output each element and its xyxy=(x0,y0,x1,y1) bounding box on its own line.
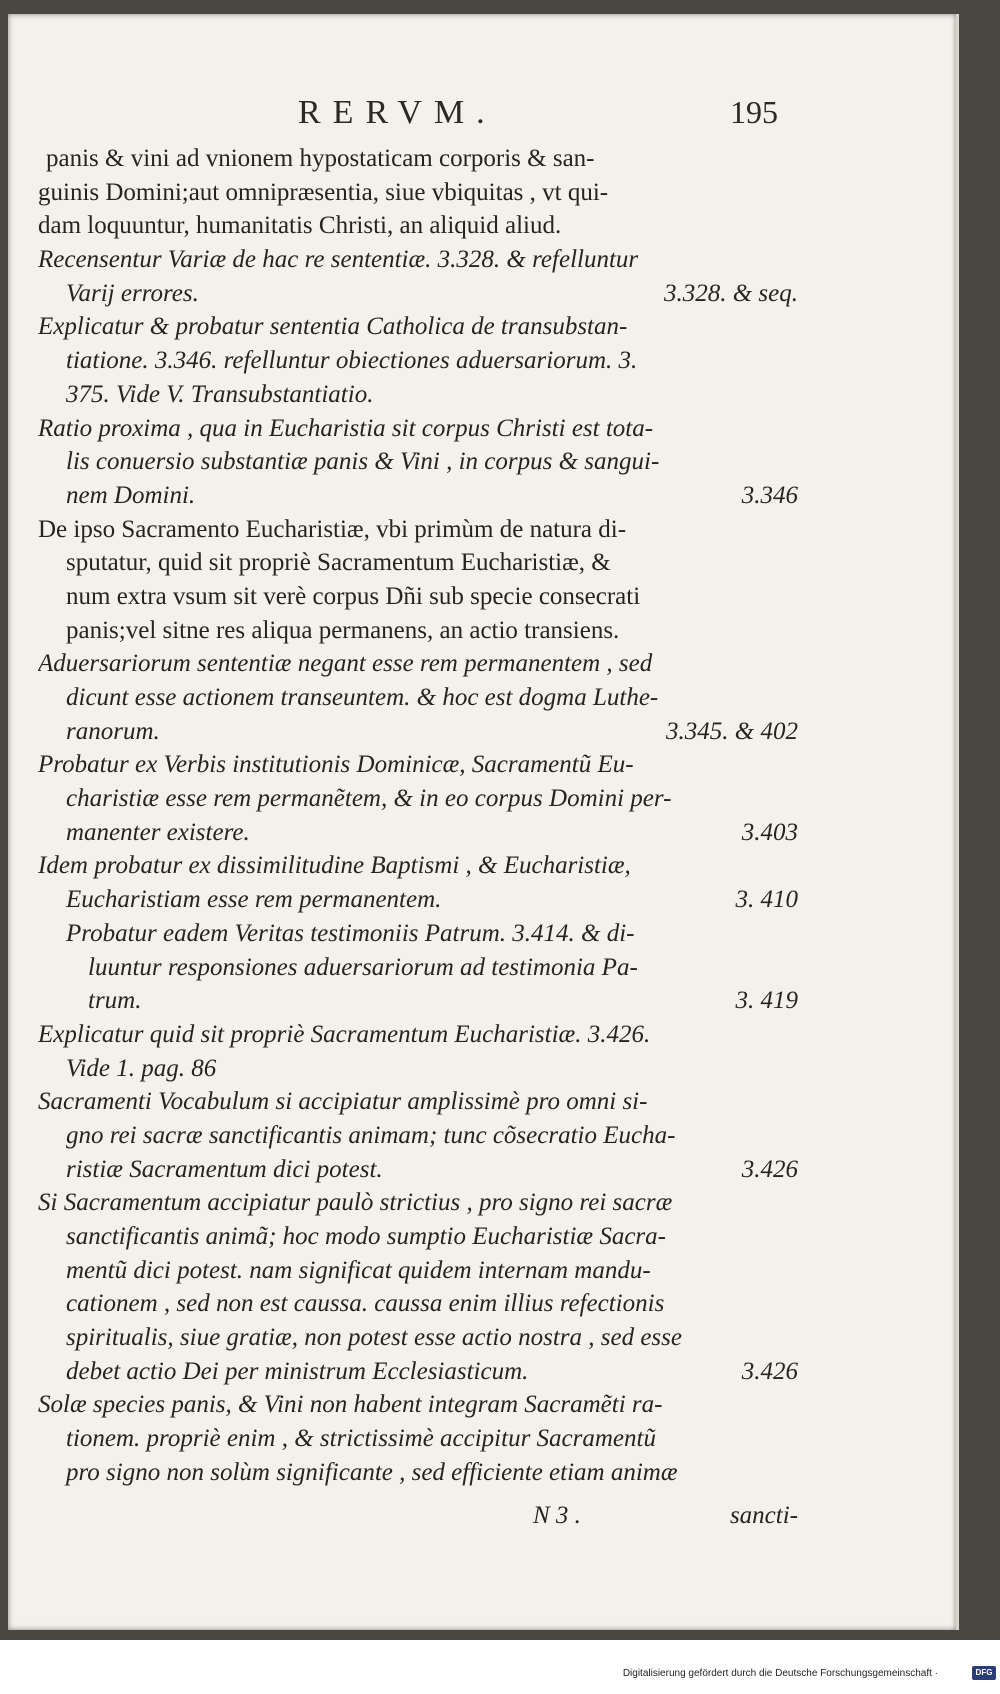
index-text-block xyxy=(38,142,798,1490)
page-reference: 3. 410 xyxy=(735,886,798,914)
index-entry-line: ristiæ Sacramentum dici potest. 3.426 xyxy=(38,1153,798,1187)
index-entry-line: mentũ dici potest. nam significat quidem internam mandu- xyxy=(66,1256,651,1284)
index-entry-line: 375. Vide V. Transubstantiatio. xyxy=(66,380,374,408)
index-entry-line: Aduersariorum sententiæ negant esse rem permanentem , sed xyxy=(38,650,653,678)
section-heading-line: num extra vsum sit verè corpus Dñi sub specie consecrati xyxy=(66,582,641,610)
index-entry-line: trum. 3. 419 xyxy=(38,984,798,1018)
index-entry-line: nem Domini. 3.346 xyxy=(38,479,798,513)
index-entry-line: tionem. propriè enim , & strictissimè accipitur Sacramentũ xyxy=(66,1425,656,1453)
index-entry-line: dicunt esse actionem transeuntem. & hoc est dogma Luthe- xyxy=(66,684,659,711)
index-entry-line: Recensentur Variæ de hac re sententiæ. 3.328. & refelluntur xyxy=(38,246,639,274)
text-line: panis & vini ad vnionem hypostaticam corporis & san- xyxy=(46,145,595,172)
index-entry-line: cationem , sed non est caussa. caussa enim illius refectionis xyxy=(66,1290,665,1318)
index-entry-line: Eucharistiam esse rem permanentem. 3. 410 xyxy=(38,883,798,917)
index-entry-line: Vide 1. pag. 86 xyxy=(66,1054,217,1082)
index-entry-line: spiritualis, siue gratiæ, non potest esse actio nostra , sed esse xyxy=(66,1324,682,1352)
index-entry-line: Solæ species panis, & Vini non habent integram Sacramẽti ra- xyxy=(38,1391,663,1419)
signature-mark: N 3 . xyxy=(533,1502,581,1529)
index-entry-line: Idem probatur ex dissimilitudine Baptismi , & Eucharistiæ, xyxy=(38,852,631,880)
page-reference: 3. 419 xyxy=(735,987,798,1015)
index-entry-line: manenter existere. 3.403 xyxy=(38,816,798,850)
page-footer xyxy=(38,1502,798,1536)
page-header xyxy=(8,94,956,146)
dfg-logo xyxy=(972,1666,996,1680)
page-reference: 3.426 xyxy=(741,1155,798,1183)
index-entry-line: Ratio proxima , qua in Eucharistia sit corpus Christi est tota- xyxy=(38,414,654,442)
section-heading-line: sputatur, quid sit propriè Sacramentum Eucharistiæ, & xyxy=(66,549,611,577)
index-entry-line: pro signo non solùm significante , sed efficiente etiam animæ xyxy=(66,1458,678,1486)
index-entry-line: Varij errores. 3.328. & seq. xyxy=(38,277,798,311)
index-entry-line: luuntur responsiones aduersariorum ad testimonia Pa- xyxy=(88,953,638,981)
index-entry-line: Probatur eadem Veritas testimoniis Patrum. 3.414. & di- xyxy=(66,919,635,947)
page-reference: 3.346 xyxy=(741,481,798,509)
section-heading-line: panis;vel sitne res aliqua permanens, an actio transiens. xyxy=(66,616,620,644)
index-entry-line: gno rei sacræ sanctificantis animam; tunc cõsecratio Eucha- xyxy=(66,1121,676,1149)
index-entry-line: charistiæ esse rem permanẽtem, & in eo corpus Domini per- xyxy=(66,785,672,813)
digitization-credit: Digitalisierung gefördert durch die Deutsche Forschungsgemeinschaft · xyxy=(622,1668,938,1679)
index-entry-line: debet actio Dei per ministrum Ecclesiasticum. 3.426 xyxy=(38,1355,798,1389)
index-entry-line: Explicatur & probatur sententia Catholica de transubstan- xyxy=(38,313,628,341)
page-number: 195 xyxy=(730,94,778,130)
index-entry-line: ranorum. 3.345. & 402 xyxy=(38,715,798,749)
book-page xyxy=(8,14,959,1630)
index-entry-line: sanctificantis animã; hoc modo sumptio Eucharistiæ Sacra- xyxy=(66,1223,666,1250)
section-heading-line: De ipso Sacramento Eucharistiæ, vbi primùm de natura di- xyxy=(38,515,627,543)
index-entry-line: tiatione. 3.346. refelluntur obiectiones aduersariorum. 3. xyxy=(66,347,638,375)
index-entry-line: Si Sacramentum accipiatur paulò strictius , pro signo rei sacræ xyxy=(38,1189,673,1217)
page-reference: 3.328. & seq. xyxy=(663,279,798,307)
index-entry-line: Sacramenti Vocabulum si accipiatur amplissimè pro omni si- xyxy=(38,1088,648,1116)
page-reference: 3.403 xyxy=(741,818,798,846)
catchword: sancti- xyxy=(729,1502,798,1529)
dfg-logo-text: DFG xyxy=(975,1668,993,1677)
text-line: guinis Domini;aut omnipræsentia, siue vbiquitas , vt qui- xyxy=(38,178,609,206)
page-reference: 3.345. & 402 xyxy=(666,717,798,745)
index-entry-line: lis conuersio substantiæ panis & Vini , in corpus & sangui- xyxy=(66,448,660,476)
page-reference: 3.426 xyxy=(741,1357,798,1385)
text-line: dam loquuntur, humanitatis Christi, an aliquid aliud. xyxy=(38,212,562,240)
running-head: RERVM. xyxy=(298,94,497,131)
index-entry-line: Probatur ex Verbis institutionis Dominicæ, Sacramentũ Eu- xyxy=(38,751,634,779)
index-entry-line: Explicatur quid sit propriè Sacramentum Eucharistiæ. 3.426. xyxy=(38,1020,651,1048)
